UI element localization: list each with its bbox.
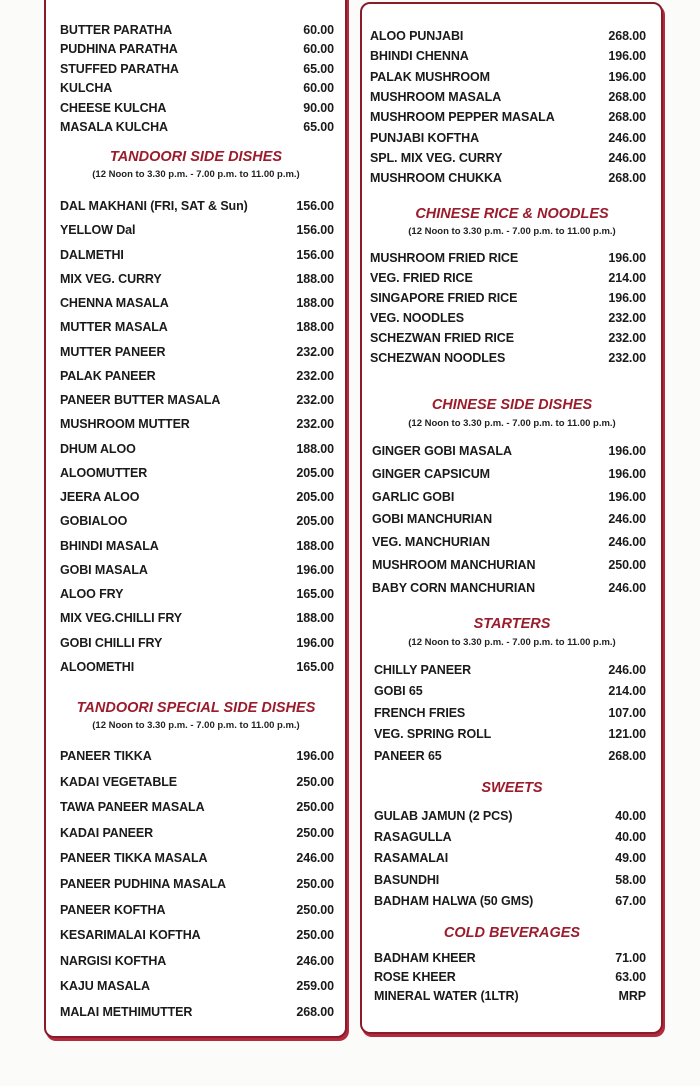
menu-item-price: 65.00 xyxy=(303,62,334,76)
menu-item-name: GOBI MANCHURIAN xyxy=(372,512,493,526)
menu-item-price: 246.00 xyxy=(296,851,334,865)
menu-item-price: 246.00 xyxy=(608,535,646,549)
menu-item-name: ROSE KHEER xyxy=(374,970,456,984)
menu-item-price: 60.00 xyxy=(303,42,334,56)
menu-item xyxy=(374,682,646,700)
menu-item xyxy=(374,892,646,910)
menu-item xyxy=(370,149,646,167)
menu-item-price: 250.00 xyxy=(296,800,334,814)
menu-item-name: MUSHROOM PEPPER MASALA xyxy=(370,110,555,124)
menu-item-price: 67.00 xyxy=(615,894,646,908)
menu-item-name: KADAI VEGETABLE xyxy=(60,775,178,789)
menu-item xyxy=(372,556,646,574)
menu-item xyxy=(60,952,334,970)
menu-item-name: GARLIC GOBI xyxy=(372,490,455,504)
menu-item-name: CHEESE KULCHA xyxy=(60,101,167,115)
menu-item xyxy=(370,88,646,106)
menu-item xyxy=(60,512,334,530)
menu-item xyxy=(370,27,646,45)
menu-item-name: GINGER GOBI MASALA xyxy=(372,444,512,458)
menu-item xyxy=(60,488,334,506)
menu-item xyxy=(370,329,646,347)
menu-item-price: 232.00 xyxy=(608,311,646,325)
menu-item-price: 268.00 xyxy=(608,171,646,185)
menu-item xyxy=(374,987,646,1005)
menu-item-price: 196.00 xyxy=(296,563,334,577)
menu-item xyxy=(60,118,334,136)
menu-item-price: 268.00 xyxy=(608,749,646,763)
menu-item-name: MIX VEG.CHILLI FRY xyxy=(60,611,183,625)
menu-item-price: 196.00 xyxy=(608,70,646,84)
menu-item xyxy=(374,704,646,722)
menu-item-name: GINGER CAPSICUM xyxy=(372,467,490,481)
menu-item xyxy=(60,773,334,791)
menu-item-name: NARGISI KOFTHA xyxy=(60,954,167,968)
menu-item xyxy=(374,807,646,825)
menu-item-name: MIX VEG. CURRY xyxy=(60,272,162,286)
menu-item-name: BHINDI CHENNA xyxy=(370,49,469,63)
menu-item-name: KADAI PANEER xyxy=(60,826,154,840)
menu-item xyxy=(60,367,334,385)
menu-item-name: VEG. FRIED RICE xyxy=(370,271,473,285)
menu-item-name: PANEER TIKKA MASALA xyxy=(60,851,208,865)
section-title-tandoori-side-dishes: TANDOORI SIDE DISHES xyxy=(109,149,283,165)
menu-item xyxy=(60,391,334,409)
menu-item-name: MUSHROOM CHUKKA xyxy=(370,171,502,185)
menu-item-price: 232.00 xyxy=(296,417,334,431)
menu-item xyxy=(60,824,334,842)
menu-item-price: 188.00 xyxy=(296,296,334,310)
menu-item-name: GOBI CHILLI FRY xyxy=(60,636,163,650)
menu-item-price: 196.00 xyxy=(296,636,334,650)
menu-item xyxy=(374,849,646,867)
menu-item-name: PANEER PUDHINA MASALA xyxy=(60,877,226,891)
section-hours-tandoori-special-side-dishes: (12 Noon to 3.30 p.m. - 7.00 p.m. to 11.00 p.m.) xyxy=(92,720,300,731)
menu-item xyxy=(370,289,646,307)
menu-item-name: VEG. NOODLES xyxy=(370,311,464,325)
menu-item-name: MUSHROOM MANCHURIAN xyxy=(372,558,536,572)
menu-item-name: SCHEZWAN FRIED RICE xyxy=(370,331,514,345)
menu-item xyxy=(374,871,646,889)
menu-item-price: 259.00 xyxy=(296,979,334,993)
menu-item-name: MALAI METHIMUTTER xyxy=(60,1005,193,1019)
section-title-sweets: SWEETS xyxy=(481,780,543,796)
section-hours-chinese-side-dishes: (12 Noon to 3.30 p.m. - 7.00 p.m. to 11.00 p.m.) xyxy=(408,418,616,429)
menu-item xyxy=(60,634,334,652)
section-title-chinese-side-dishes: CHINESE SIDE DISHES xyxy=(431,397,593,413)
menu-item-name: PUNJABI KOFTHA xyxy=(370,131,480,145)
menu-item-name: PALAK MUSHROOM xyxy=(370,70,490,84)
menu-item-price: 196.00 xyxy=(608,467,646,481)
section-hours-chinese-rice-noodles: (12 Noon to 3.30 p.m. - 7.00 p.m. to 11.00 p.m.) xyxy=(408,226,616,237)
menu-item-price: 196.00 xyxy=(296,749,334,763)
menu-item xyxy=(60,21,334,39)
menu-item-price: 214.00 xyxy=(608,684,646,698)
menu-item-price: 250.00 xyxy=(296,877,334,891)
menu-item xyxy=(60,849,334,867)
menu-item-price: 107.00 xyxy=(608,706,646,720)
menu-item-price: 121.00 xyxy=(608,727,646,741)
menu-item-name: ALOOMETHI xyxy=(60,660,135,674)
menu-item-price: 232.00 xyxy=(296,345,334,359)
menu-item xyxy=(60,294,334,312)
menu-item xyxy=(60,40,334,58)
menu-item xyxy=(60,246,334,264)
menu-item xyxy=(372,579,646,597)
menu-item-name: PANEER 65 xyxy=(374,749,442,763)
menu-item xyxy=(370,309,646,327)
menu-item xyxy=(60,901,334,919)
menu-item-name: MINERAL WATER (1LTR) xyxy=(374,989,519,1003)
menu-item-name: DALMETHI xyxy=(60,248,124,262)
menu-item-name: BADHAM KHEER xyxy=(374,951,476,965)
menu-item xyxy=(60,798,334,816)
menu-item xyxy=(372,465,646,483)
menu-item-price: 58.00 xyxy=(615,873,646,887)
menu-item xyxy=(60,609,334,627)
menu-item-name: BUTTER PARATHA xyxy=(60,23,173,37)
menu-item-price: 232.00 xyxy=(608,351,646,365)
menu-item xyxy=(372,533,646,551)
menu-item-name: VEG. MANCHURIAN xyxy=(372,535,490,549)
menu-item xyxy=(370,349,646,367)
section-title-cold-beverages: COLD BEVERAGES xyxy=(443,925,581,941)
menu-item-name: ALOO PUNJABI xyxy=(370,29,464,43)
menu-item xyxy=(60,440,334,458)
menu-item-name: RASAGULLA xyxy=(374,830,452,844)
menu-item-price: 246.00 xyxy=(608,131,646,145)
menu-item-price: 60.00 xyxy=(303,81,334,95)
menu-item-name: DAL MAKHANI (FRI, SAT & Sun) xyxy=(60,199,248,213)
menu-item-name: GOBI MASALA xyxy=(60,563,148,577)
menu-item-name: TAWA PANEER MASALA xyxy=(60,800,205,814)
menu-item-name: PALAK PANEER xyxy=(60,369,156,383)
menu-item-price: 188.00 xyxy=(296,442,334,456)
menu-item-price: 205.00 xyxy=(296,466,334,480)
menu-item-price: 268.00 xyxy=(296,1005,334,1019)
menu-item-name: PANEER KOFTHA xyxy=(60,903,166,917)
menu-item-price: 205.00 xyxy=(296,490,334,504)
menu-item xyxy=(370,269,646,287)
menu-item xyxy=(60,561,334,579)
menu-item-name: SINGAPORE FRIED RICE xyxy=(370,291,518,305)
menu-item xyxy=(370,47,646,65)
menu-item-price: 71.00 xyxy=(615,951,646,965)
menu-item-price: 250.00 xyxy=(296,826,334,840)
menu-item-price: 90.00 xyxy=(303,101,334,115)
menu-item xyxy=(370,68,646,86)
menu-item xyxy=(374,747,646,765)
menu-item xyxy=(60,343,334,361)
menu-item xyxy=(60,977,334,995)
menu-item-name: RASAMALAI xyxy=(374,851,449,865)
menu-item xyxy=(60,60,334,78)
menu-item-name: MUTTER PANEER xyxy=(60,345,166,359)
menu-item-price: 246.00 xyxy=(608,581,646,595)
menu-item-name: KAJU MASALA xyxy=(60,979,150,993)
menu-item-name: YELLOW Dal xyxy=(60,223,136,237)
menu-item-price: 196.00 xyxy=(608,291,646,305)
menu-item-price: 49.00 xyxy=(615,851,646,865)
menu-item-name: VEG. SPRING ROLL xyxy=(374,727,492,741)
menu-item-price: 40.00 xyxy=(615,830,646,844)
menu-item xyxy=(60,537,334,555)
section-title-chinese-rice-noodles: CHINESE RICE & NOODLES xyxy=(415,206,609,222)
menu-item-price: 196.00 xyxy=(608,444,646,458)
menu-item xyxy=(370,129,646,147)
menu-item xyxy=(374,725,646,743)
menu-item-name: PANEER BUTTER MASALA xyxy=(60,393,221,407)
menu-item-name: SCHEZWAN NOODLES xyxy=(370,351,506,365)
menu-item xyxy=(60,221,334,239)
menu-item-price: 188.00 xyxy=(296,539,334,553)
menu-item-name: GULAB JAMUN (2 PCS) xyxy=(374,809,513,823)
menu-item-name: FRENCH FRIES xyxy=(374,706,466,720)
menu-item-price: 188.00 xyxy=(296,611,334,625)
menu-item-name: KESARIMALAI KOFTHA xyxy=(60,928,201,942)
menu-item-price: 65.00 xyxy=(303,120,334,134)
menu-item-price: 156.00 xyxy=(296,248,334,262)
menu-item xyxy=(60,875,334,893)
menu-item-name: DHUM ALOO xyxy=(60,442,136,456)
menu-item xyxy=(60,1003,334,1021)
menu-item-name: STUFFED PARATHA xyxy=(60,62,179,76)
menu-item xyxy=(60,318,334,336)
menu-item-name: KULCHA xyxy=(60,81,113,95)
menu-item xyxy=(374,949,646,967)
menu-item xyxy=(60,79,334,97)
section-title-tandoori-special-side-dishes: TANDOORI SPECIAL SIDE DISHES xyxy=(76,700,316,716)
menu-item xyxy=(60,99,334,117)
section-title-starters: STARTERS xyxy=(473,616,551,632)
menu-item-name: ALOOMUTTER xyxy=(60,466,148,480)
menu-item xyxy=(374,828,646,846)
menu-item-price: 250.00 xyxy=(608,558,646,572)
menu-item-price: 196.00 xyxy=(608,251,646,265)
menu-item-name: MUSHROOM FRIED RICE xyxy=(370,251,519,265)
menu-item-price: 232.00 xyxy=(296,369,334,383)
menu-item xyxy=(372,510,646,528)
section-hours-tandoori-side-dishes: (12 Noon to 3.30 p.m. - 7.00 p.m. to 11.00 p.m.) xyxy=(92,169,300,180)
menu-item xyxy=(370,169,646,187)
menu-item-price: 188.00 xyxy=(296,272,334,286)
menu-item-price: 246.00 xyxy=(608,663,646,677)
menu-item-price: 214.00 xyxy=(608,271,646,285)
menu-item-price: 60.00 xyxy=(303,23,334,37)
menu-item-price: 246.00 xyxy=(296,954,334,968)
menu-item-price: 205.00 xyxy=(296,514,334,528)
menu-item-name: CHILLY PANEER xyxy=(374,663,472,677)
menu-item-price: 268.00 xyxy=(608,29,646,43)
menu-item-name: MUSHROOM MASALA xyxy=(370,90,502,104)
menu-item-name: SPL. MIX VEG. CURRY xyxy=(370,151,503,165)
menu-item xyxy=(60,415,334,433)
menu-item xyxy=(370,249,646,267)
menu-item-price: 246.00 xyxy=(608,512,646,526)
menu-item-name: BHINDI MASALA xyxy=(60,539,159,553)
menu-item xyxy=(60,270,334,288)
menu-item-price: 165.00 xyxy=(296,587,334,601)
menu-item-price: 40.00 xyxy=(615,809,646,823)
menu-item xyxy=(60,658,334,676)
menu-item-name: CHENNA MASALA xyxy=(60,296,169,310)
menu-item-name: MASALA KULCHA xyxy=(60,120,168,134)
menu-item xyxy=(374,968,646,986)
menu-item-price: 188.00 xyxy=(296,320,334,334)
menu-item-price: MRP xyxy=(618,989,646,1003)
menu-item xyxy=(60,926,334,944)
menu-item-name: BASUNDHI xyxy=(374,873,440,887)
menu-item-name: JEERA ALOO xyxy=(60,490,140,504)
menu-item-name: MUTTER MASALA xyxy=(60,320,168,334)
menu-item xyxy=(372,442,646,460)
menu-item-price: 165.00 xyxy=(296,660,334,674)
menu-item-name: PUDHINA PARATHA xyxy=(60,42,178,56)
menu-item xyxy=(370,108,646,126)
menu-item xyxy=(372,488,646,506)
menu-item-name: PANEER TIKKA xyxy=(60,749,152,763)
menu-item-price: 232.00 xyxy=(296,393,334,407)
menu-item-name: MUSHROOM MUTTER xyxy=(60,417,190,431)
menu-item xyxy=(60,464,334,482)
menu-item xyxy=(374,661,646,679)
menu-item xyxy=(60,197,334,215)
menu-item-price: 232.00 xyxy=(608,331,646,345)
menu-item-name: GOBIALOO xyxy=(60,514,128,528)
menu-item xyxy=(60,747,334,765)
menu-item-price: 246.00 xyxy=(608,151,646,165)
menu-item-price: 156.00 xyxy=(296,223,334,237)
menu-item-name: BABY CORN MANCHURIAN xyxy=(372,581,536,595)
menu-item-price: 196.00 xyxy=(608,490,646,504)
menu-item-name: ALOO FRY xyxy=(60,587,124,601)
menu-item-name: BADHAM HALWA (50 GMS) xyxy=(374,894,534,908)
menu-item-price: 250.00 xyxy=(296,903,334,917)
menu-item-price: 156.00 xyxy=(296,199,334,213)
menu-item-price: 196.00 xyxy=(608,49,646,63)
menu-item-price: 63.00 xyxy=(615,970,646,984)
menu-item xyxy=(60,585,334,603)
menu-item-price: 250.00 xyxy=(296,775,334,789)
menu-item-name: GOBI 65 xyxy=(374,684,423,698)
section-hours-starters: (12 Noon to 3.30 p.m. - 7.00 p.m. to 11.00 p.m.) xyxy=(408,637,616,648)
menu-item-price: 250.00 xyxy=(296,928,334,942)
menu-item-price: 268.00 xyxy=(608,110,646,124)
menu-item-price: 268.00 xyxy=(608,90,646,104)
